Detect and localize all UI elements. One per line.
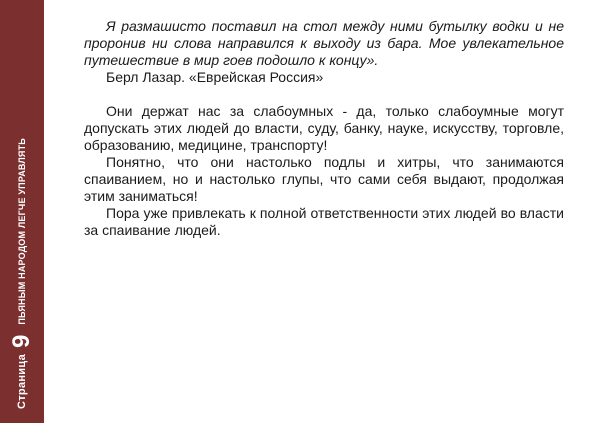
body-paragraph: Пора уже привлекать к полной ответственности этих людей во власти за спаивание людей. xyxy=(84,205,564,238)
body-paragraph: Они держат нас за слабоумных - да, только слабоумные могут допускать этих людей до власти, суду, банку, науке, искусству, торговле, образованию, медицине, транспорту! xyxy=(84,103,564,153)
side-band xyxy=(0,0,44,423)
quote-attribution: Берл Лазар. «Еврейская Россия» xyxy=(106,69,324,85)
quote-text: Я размашисто поставил на стол между ними бутылку водки и не проронив ни слова направился к выходу из бара. Мое увлекательное путешествие в мир гоев подошло к концу». xyxy=(84,18,564,68)
body-paragraph: Понятно, что они настолько подлы и хитры, что занимаются спаиванием, но и настолько глупы, что сами себя выдают, продолжая этим заниматься! xyxy=(84,154,564,204)
side-band-text xyxy=(0,0,44,423)
chapter-title: ПЬЯНЫМ НАРОДОМ ЛЕГЧЕ УПРАВЛЯТЬ xyxy=(17,138,27,325)
page-label: Страница xyxy=(16,354,28,409)
paragraph-gap xyxy=(84,86,564,103)
page-number: 9 xyxy=(8,334,35,348)
page-content xyxy=(84,18,564,239)
